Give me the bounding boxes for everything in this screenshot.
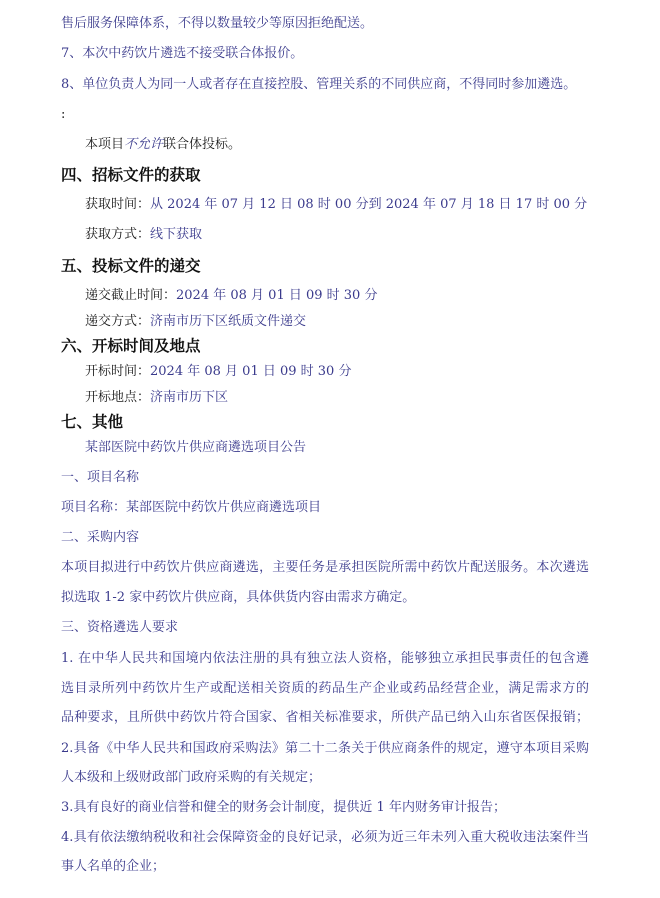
submit-method-label: 递交方式： <box>85 314 151 329</box>
requirement-1-line-2: 选目录所列中药饮片生产或配送相关资质的药品生产企业或药品经营企业，满足需求方的 <box>61 681 589 696</box>
requirement-2-line-1: 2.具备《中华人民共和国政府采购法》第二十二条关于供应商条件的规定，遵守本项目采购 <box>61 741 589 756</box>
acquire-method-label: 获取方式： <box>85 227 151 242</box>
consortium-note <box>85 136 241 154</box>
requirement-1-line-1: 1. 在中华人民共和国境内依法注册的具有独立法人资格，能够独立承担民事责任的包含遴 <box>61 651 589 666</box>
acquire-time-label: 获取时间： <box>85 197 151 212</box>
submit-method-value: 济南市历下区纸质文件递交 <box>150 314 307 329</box>
requirement-2-line-2: 人本级和上级财政部门政府采购的有关规定； <box>61 770 322 785</box>
submit-method <box>85 313 306 331</box>
acquire-time-value: 从 2024 年 07 月 12 日 08 时 00 分到 2024 年 07 月 18 日 17 时 00 分 <box>150 197 588 212</box>
qualification-heading: 三、资格遴选人要求 <box>61 620 179 635</box>
section-4-heading: 四、招标文件的获取 <box>61 166 201 184</box>
submit-deadline <box>85 287 377 305</box>
procurement-content-line-2: 拟选取 1-2 家中药饮片供应商，具体供货内容由需求方确定。 <box>61 590 416 605</box>
item-8: 8、单位负责人为同一人或者存在直接控股、管理关系的不同供应商，不得同时参加遴选。 <box>61 77 577 92</box>
continuation-line: 售后服务保障体系，不得以数量较少等原因拒绝配送。 <box>61 16 374 31</box>
section-5-heading: 五、投标文件的递交 <box>61 257 201 275</box>
project-name-heading: 一、项目名称 <box>61 470 140 485</box>
submit-deadline-value: 2024 年 08 月 01 日 09 时 30 分 <box>176 288 378 303</box>
requirement-4-line-1: 4.具有依法缴纳税收和社会保障资金的良好记录，必须为近三年未列入重大税收违法案件当 <box>61 830 589 845</box>
opening-place-value: 济南市历下区 <box>150 390 229 405</box>
colon-mark: : <box>61 107 66 122</box>
item-7: 7、本次中药饮片遴选不接受联合体报价。 <box>61 46 304 61</box>
requirement-4-line-2: 事人名单的企业； <box>61 859 166 874</box>
opening-time-label: 开标时间： <box>85 364 151 379</box>
consortium-note-prefix: 本项目 <box>85 137 125 152</box>
acquire-method <box>85 226 202 244</box>
requirement-1-line-3: 品种要求，且所供中药饮片符合国家、省相关标准要求，所供产品已纳入山东省医保报销； <box>61 710 589 725</box>
requirement-3: 3.具有良好的商业信誉和健全的财务会计制度，提供近 1 年内财务审计报告； <box>61 800 506 815</box>
acquire-method-value: 线下获取 <box>150 227 203 242</box>
consortium-note-suffix: 联合体投标。 <box>163 137 242 152</box>
announcement-title: 某部医院中药饮片供应商遴选项目公告 <box>85 440 307 455</box>
project-name: 项目名称：某部医院中药饮片供应商遴选项目 <box>61 500 322 515</box>
opening-time-value: 2024 年 08 月 01 日 09 时 30 分 <box>150 364 352 379</box>
submit-deadline-label: 递交截止时间： <box>85 288 177 303</box>
procurement-content-line-1: 本项目拟进行中药饮片供应商遴选，主要任务是承担医院所需中药饮片配送服务。本次遴选 <box>61 560 589 575</box>
opening-time <box>85 363 351 381</box>
section-7-heading: 七、其他 <box>61 413 124 431</box>
procurement-content-heading: 二、采购内容 <box>61 530 140 545</box>
section-6-heading: 六、开标时间及地点 <box>61 337 201 355</box>
opening-place-label: 开标地点： <box>85 390 151 405</box>
consortium-note-emphasis: 不允许 <box>124 137 164 152</box>
acquire-time <box>85 196 587 214</box>
opening-place <box>85 389 228 407</box>
